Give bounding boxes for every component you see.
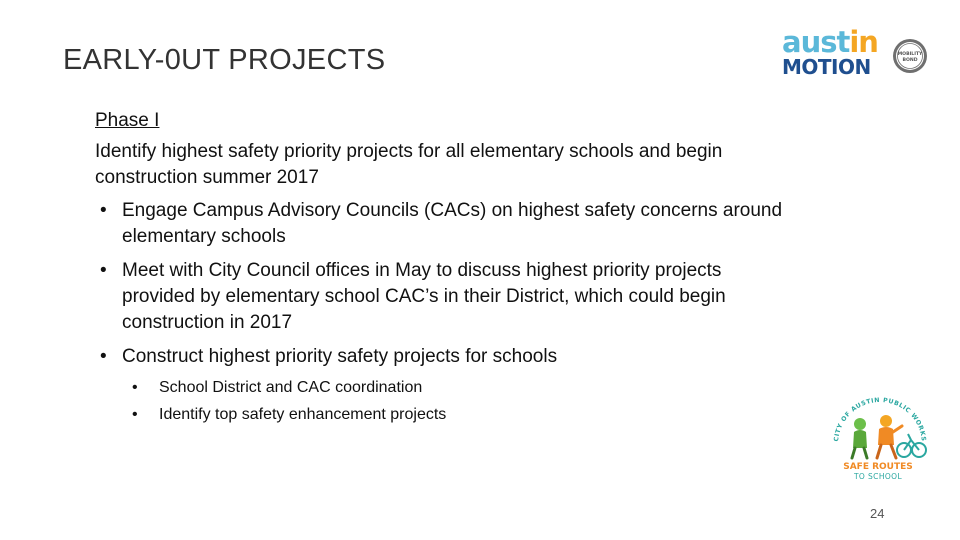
srts-arc-text: CITY OF AUSTIN PUBLIC WORKS: [833, 396, 927, 442]
intro-paragraph: Identify highest safety priority projects for all elementary schools and begin construction summer 2017: [95, 141, 723, 188]
slide-title: EARLY-0UT PROJECTS: [63, 44, 386, 76]
slide-body: [95, 108, 795, 436]
bullet-text: Engage Campus Advisory Councils (CACs) on highest safety concerns around elementary schools: [122, 200, 783, 247]
page-number: 24: [870, 506, 885, 521]
sub-bullet-item: • School District and CAC coordination: [95, 374, 795, 401]
bullet-item: [95, 198, 795, 250]
wordmark-austin: austin: [782, 25, 878, 59]
mobility-bond-seal-icon: [892, 38, 928, 74]
austin-motion-logo: [780, 26, 930, 82]
bullet-text: Construct highest priority safety projects for schools: [122, 346, 558, 367]
safe-routes-to-school-logo: [826, 390, 930, 486]
sub-bullet-list: [95, 374, 795, 428]
phase-heading: Phase I: [95, 110, 160, 131]
bullet-item: [95, 258, 795, 336]
bullet-item: [95, 344, 795, 428]
srts-line1: SAFE ROUTES: [843, 462, 913, 472]
svg-text:BOND: BOND: [902, 58, 918, 63]
bullet-text: Meet with City Council offices in May to discuss highest priority projects provided by elementary school CAC’s in their District, which could begin construction in 2017: [122, 260, 726, 333]
bullet-list: [95, 198, 795, 428]
svg-text:MOBILITY: MOBILITY: [897, 52, 923, 57]
srts-line2: TO SCHOOL: [853, 472, 903, 481]
sub-bullet-item: • Identify top safety enhancement projects: [95, 401, 795, 428]
wordmark-motion: MOTION: [782, 55, 871, 79]
